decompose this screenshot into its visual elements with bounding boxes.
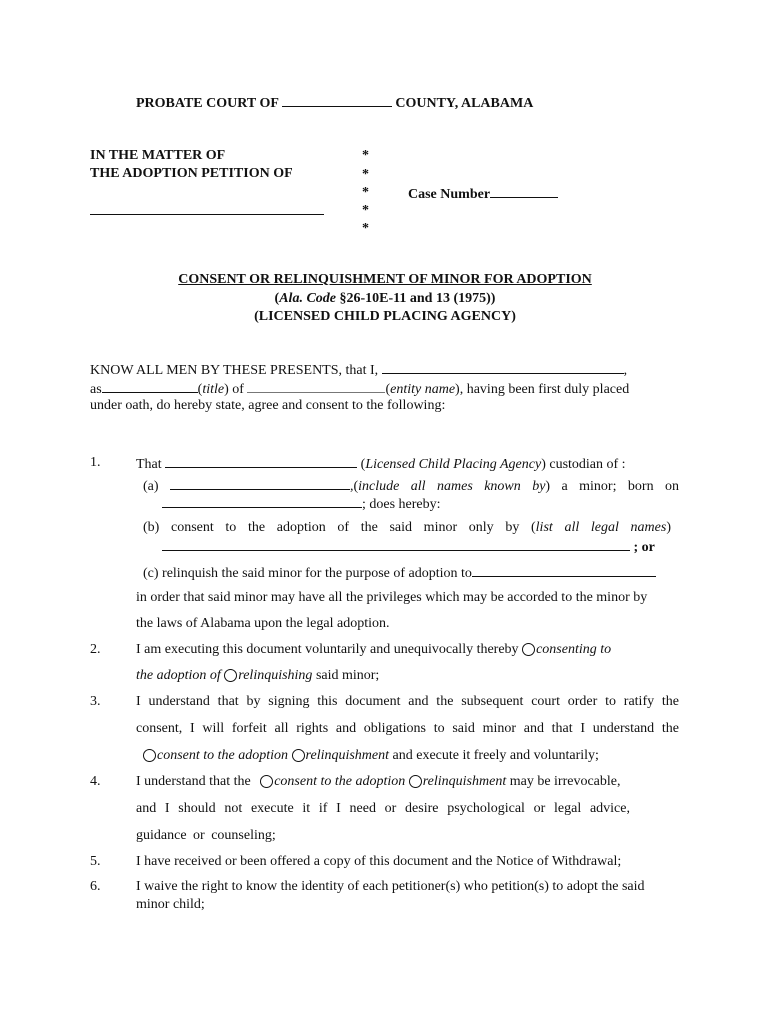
case-number: Case Number: [408, 185, 558, 203]
item-5-line: I have received or been offered a copy of this document and the Notice of Withdrawal;: [136, 854, 622, 869]
affiant-name-field[interactable]: [382, 361, 624, 374]
caption-line-2: THE ADOPTION PETITION OF: [90, 166, 293, 181]
minor-name-field[interactable]: [170, 477, 350, 490]
entity-name-field[interactable]: [247, 380, 385, 393]
caption-star: *: [362, 185, 369, 200]
item-1a-birth-line: ; does hereby:: [162, 495, 441, 513]
caption-line-1: IN THE MATTER OF: [90, 148, 226, 163]
item-3-line-3: consent to the adoption relinquishment and execute it freely and voluntarily;: [143, 748, 599, 764]
item-3-line-1: I understand that by signing this document and the subsequent court order to ratify the: [136, 694, 679, 709]
birth-date-field[interactable]: [162, 495, 362, 508]
item-2-line-2: the adoption of relinquishing said minor;: [136, 668, 380, 683]
item-6-line-2: minor child;: [136, 897, 205, 912]
item-number: 1.: [90, 455, 101, 470]
relinquish-to-field[interactable]: [472, 564, 656, 577]
consent-radio[interactable]: [260, 775, 273, 788]
petitioner-name-field[interactable]: [90, 214, 324, 215]
case-number-field[interactable]: [490, 185, 558, 198]
court-heading: PROBATE COURT OF COUNTY, ALABAMA: [136, 96, 534, 111]
item-1b-line: (b) consent to the adoption of the said minor only by (list all legal names): [143, 520, 671, 535]
item-1c-line: (c) relinquish the said minor for the purpose of adoption to: [143, 564, 656, 582]
relinquishing-radio[interactable]: [224, 669, 237, 682]
item-number: 4.: [90, 774, 101, 789]
consenting-radio[interactable]: [522, 643, 535, 656]
caption-star: *: [362, 203, 369, 218]
item-2-line-1: I am executing this document voluntarily and unequivocally thereby consenting to: [136, 642, 612, 657]
caption-star: *: [362, 167, 369, 182]
item-number: 3.: [90, 694, 101, 709]
item-4-line-3: guidance or counseling;: [136, 828, 276, 843]
relinquishment-radio[interactable]: [292, 749, 305, 762]
item-1-order-line-2: the laws of Alabama upon the legal adoption.: [136, 616, 390, 631]
item-1a-line: (a) ,(include all names known by) a minor; born on: [143, 479, 679, 494]
item-1-order-line-1: in order that said minor may have all the privileges which may be accorded to the minor by: [136, 590, 648, 605]
document-subtitle: (LICENSED CHILD PLACING AGENCY): [254, 309, 516, 324]
intro-line-3: under oath, do hereby state, agree and consent to the following:: [90, 398, 446, 413]
affiant-title-field[interactable]: [102, 380, 198, 393]
caption-star: *: [362, 148, 369, 163]
document-citation: (Ala. Code §26-10E-11 and 13 (1975)): [274, 291, 496, 306]
relinquishment-radio[interactable]: [409, 775, 422, 788]
caption-star: *: [362, 221, 369, 236]
document-title: CONSENT OR RELINQUISHMENT OF MINOR FOR ADOPTION: [178, 272, 592, 287]
item-1-line: That (Licensed Child Placing Agency) custodian of :: [136, 457, 626, 472]
consent-radio[interactable]: [143, 749, 156, 762]
item-1b-names-line: ; or: [162, 538, 655, 556]
item-4-line-1: I understand that the consent to the adoption relinquishment may be irrevocable,: [136, 774, 621, 789]
item-6-line-1: I waive the right to know the identity of each petitioner(s) who petition(s) to adopt the said: [136, 879, 645, 894]
county-name-field[interactable]: [282, 94, 392, 107]
intro-line-2: as (title) of (entity name), having been first duly placed: [90, 382, 630, 397]
agency-name-field[interactable]: [165, 455, 357, 468]
item-4-line-2: and I should not execute it if I need or desire psychological or legal advice,: [136, 801, 630, 816]
legal-names-field[interactable]: [162, 538, 630, 551]
intro-line-1: KNOW ALL MEN BY THESE PRESENTS, that I, ,: [90, 363, 628, 378]
item-3-line-2: consent, I will forfeit all rights and obligations to said minor and that I understand the: [136, 721, 679, 736]
item-number: 5.: [90, 854, 101, 869]
item-number: 2.: [90, 642, 101, 657]
item-number: 6.: [90, 879, 101, 894]
